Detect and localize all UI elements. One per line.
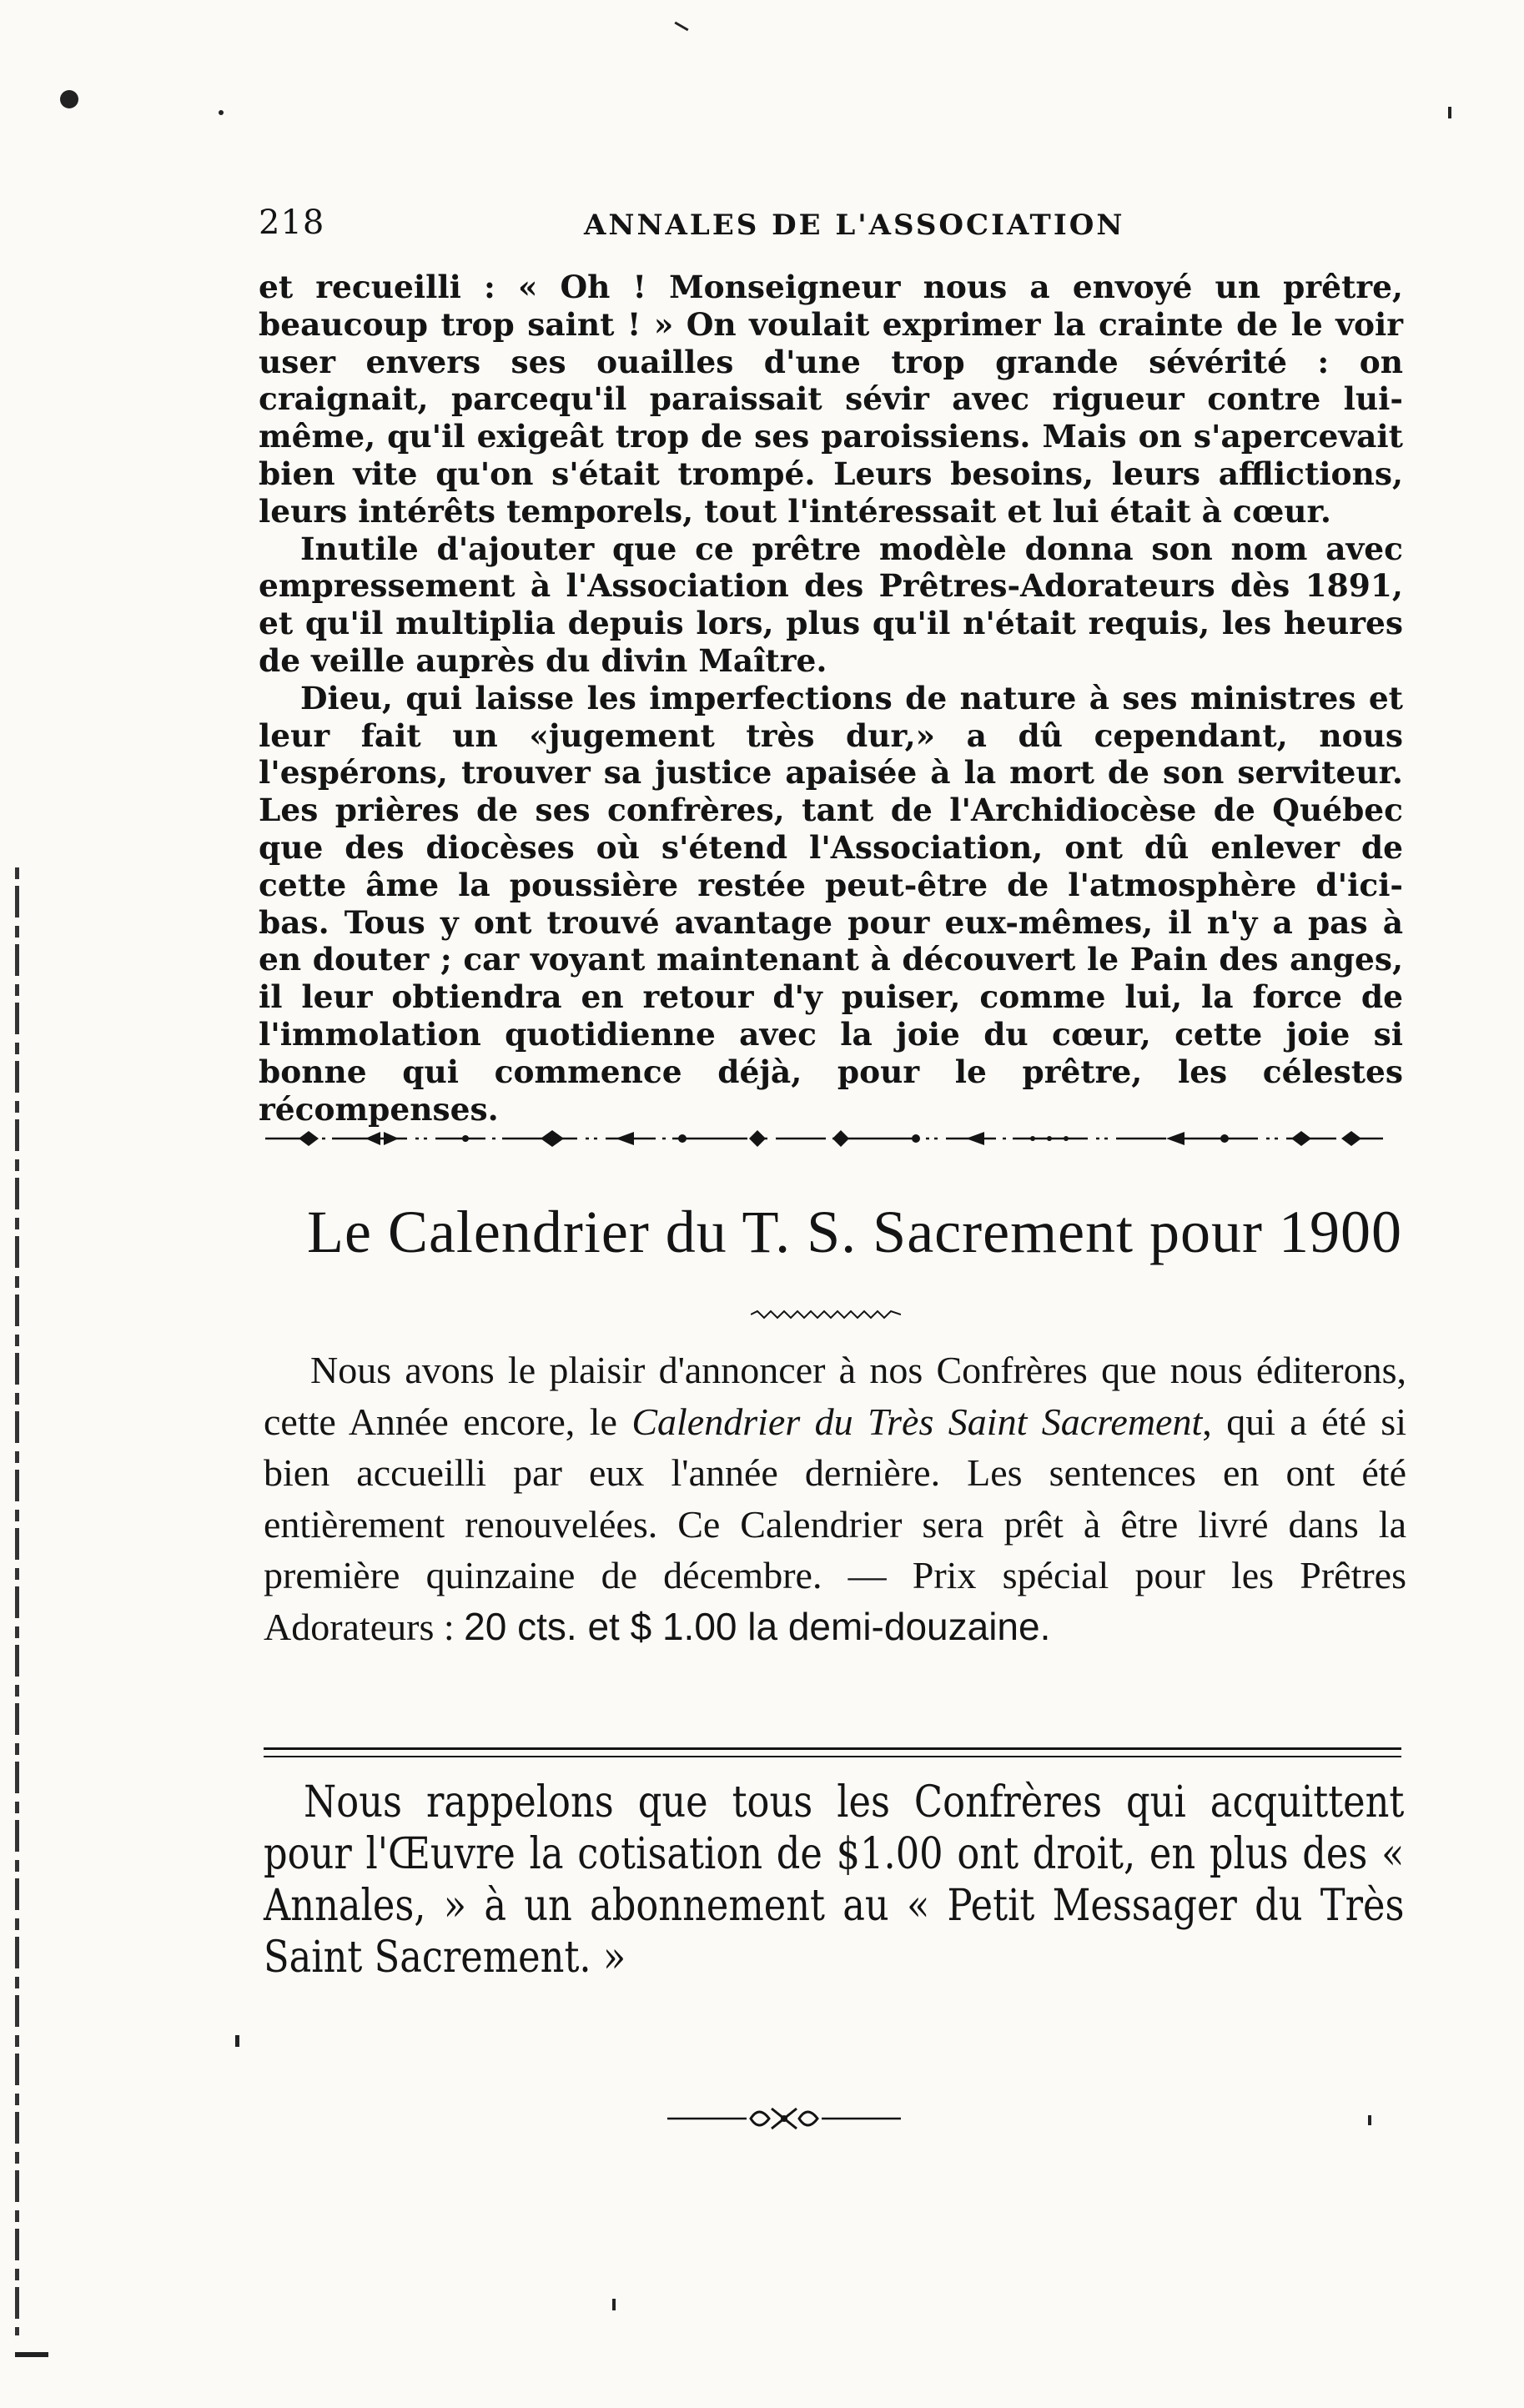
page-number: 218 [259,204,325,242]
double-rule-divider [264,1747,1401,1757]
calendar-title-italic: Calendrier du Très Saint Sacrement [631,1400,1203,1443]
scan-speck [674,22,688,32]
end-ornament [667,2102,901,2135]
running-head [250,204,1410,254]
title-underline-ornament [751,1310,901,1320]
scan-speck [1368,2115,1371,2125]
scan-gutter-edge [15,2352,48,2357]
body-paragraph: Inutile d'ajouter que ce prêtre modèle donna son nom avec empressement à l'Association des Prêtres-Adorateurs dès 1891, et qu'il multiplia depuis lors, plus qu'il n'était requis, les heures de veille auprès du divin Maître. [259,530,1403,679]
section-title: Le Calendrier du T. S. Sacrement pour 1900 [307,1199,1403,1265]
body-paragraph: et recueilli : « Oh ! Monseigneur nous a envoyé un prêtre, beaucoup trop saint ! » On voulait exprimer la crainte de le voir user envers ses ouailles d'une trop grande sévérité : on craignait, parcequ'il paraissait sévir avec rigueur contre lui-même, qu'il exigeât trop de ses paroissiens. Mais on s'apercevait bien vite qu'on s'était trompé. Leurs besoins, leurs afflictions, leurs intérêts temporels, tout l'intéressait et lui était à cœur. [259,269,1403,530]
price-text: 20 cts. et $ 1.00 la demi-douzaine. [464,1604,1051,1648]
announcement-text: , qui a été si bien accueilli par eux l'année dernière. Les sentences en ont été entièrement renouvelées. Ce Calendrier sera prêt à être livré dans la première quinzaine de décembre. — Prix spécial pour les Prêtres Adorateurs : [264,1400,1406,1648]
body-paragraph: Dieu, qui laisse les imperfections de nature à ses ministres et leur fait un «jugement très dur,» a dû cependant, nous l'espérons, trouver sa justice apaisée à la mort de son serviteur. Les prières de ses confrères, tant de l'Archidiocèse de Québec que des diocèses où s'étend l'Association, ont dû enlever de cette âme la poussière restée peut-être de l'atmosphère d'ici-bas. Tous y ont trouvé avantage pour eux-mêmes, il n'y a pas à en douter ; car voyant maintenant à découvert le Pain des anges, il leur obtiendra en retour d'y puiser, comme lui, la force de l'immolation quotidienne avec la joie du cœur, cette joie si bonne qui commence déjà, pour le prêtre, les célestes récompenses. [259,679,1403,1128]
announcement-paragraph [264,1345,1406,1652]
running-title: ANNALES DE L'ASSOCIATION [584,209,1125,242]
scan-speck [219,110,224,115]
scan-speck [612,2299,616,2310]
scan-speck [1448,107,1451,118]
scan-speck [60,90,78,108]
ornament-rule [265,1126,1383,1151]
scan-speck [235,2035,239,2047]
scan-gutter-edge [15,867,19,2335]
announcement-text: Nous avons le plaisir d'annoncer à nos Confrères que nous éditerons, cette Année encore, le [264,1349,1406,1443]
membership-notice: Nous rappelons que tous les Confrères qui acquittent pour l'Œuvre la cotisation de $1.00 ont droit, en plus des « Annales, » à un abonnement au « Petit Messager du Très Saint Sacrement. » [264,1777,1405,1983]
body-text [259,269,1403,1128]
